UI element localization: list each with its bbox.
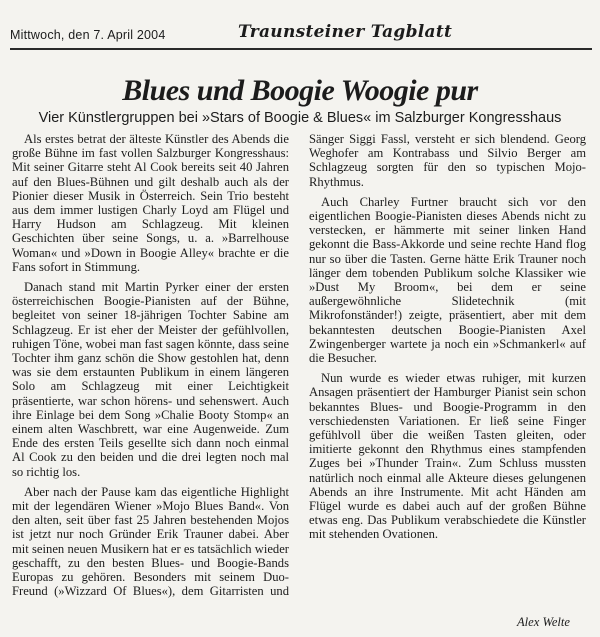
masthead	[10, 8, 592, 50]
subheadline: Vier Künstlergruppen bei »Stars of Boogie & Blues« im Salzburger Kongresshaus	[38, 110, 562, 126]
article-paragraph: Nun wurde es wieder etwas ruhiger, mit kurzen Ansagen präsentiert der Hamburger Pianist sein schon bekanntes Blues- und Boogie-Programm in den verschiedensten Variationen. Er ließ seine Finger gefühlvoll über die weißen Tasten gleiten, oder imitierte gekonnt den Rhythmus eines stampfenden Zuges bei »Thunder Train«. Zum Schluss mussten natürlich noch einmal alle Akteure dieses gelungenen Abends an ihre Instrumente. Mit acht Händen am Flügel wurde es dabei auch auf der großen Bühne etwas eng. Das Publikum verabschiedete die Künstler mit stehenden Ovationen.	[309, 371, 586, 542]
article-paragraph: Als erstes betrat der älteste Künstler des Abends die große Bühne im fast vollen Salzburger Kongresshaus: Mit seiner Gitarre steht Al Cook bereits seit 40 Jahren auf den Blues-Bühnen und gilt deshalb auch als der Pionier dieser Musik in Österreich. Sein Trio besteht aus dem immer lustigen Charly Loyd am Flügel und Harry Hudson am Schlagzeug. Mit kleinen Geschichten über seine Songs, u. a. »Barrelhouse Woman« und »Down in Boogie Alley« brachte er die Fans sofort in Stimmung.	[12, 132, 289, 274]
dateline: Mittwoch, den 7. April 2004	[10, 28, 166, 42]
article-paragraph: Auch Charley Furtner braucht sich vor den eigentlichen Boogie-Pianisten dieses Abends nicht zu verstecken, er hämmerte mit seiner linken Hand gekonnt die Bass-Akkorde und seine rechte Hand flog nur so über die Tasten. Gerne hätte Erik Trauner noch länger dem tobenden Publikum solche Klassiker wie »Dust My Broom«, bei dem er seine außergewöhnliche Slidetechnik (mit Mikrofonständer!) zeigte, präsentiert, aber mit dem bekanntesten deutschen Boogie-Pianisten Axel Zwingenberger wartete ja noch ein »Schmankerl« auf die Besucher.	[309, 194, 586, 366]
headline: Blues und Boogie Woogie pur	[122, 74, 478, 107]
article-paragraph: Aber nach der Pause kam das eigentliche Highlight mit der legendären Wiener »Mojo Blues Band«. Von den alten, seit über fast 25 Jahren bestehenden Mojos ist jetzt nur noch Gründer Erik Trauner dabei. Aber mit seinen neuen Musikern hat er es tatsächlich wieder geschafft, zu den besten Blues- und Boogie-Bands Europas zu gehören. Besonders mit seinem Duo-Freund (»Wizzard Of Blues«), dem Gitarristen und Sänger Siggi Fassl, versteht er sich blendend. Georg Weghofer am Kontrabass und Silvio Berger am Schlagzeug sorgten für den so typischen Mojo-Rhythmus.	[12, 132, 586, 599]
newspaper-name: Traunsteiner Tagblatt	[238, 22, 453, 42]
article-body	[12, 132, 586, 612]
article-paragraph: Danach stand mit Martin Pyrker einer der ersten österreichischen Boogie-Pianisten auf der Bühne, begleitet von seiner 18-jährigen Tochter Sabine am Schlagzeug. Er ist eher der Meister der gefühlvollen, ruhigen Töne, wobei man fast sagen könnte, dass seine Tochter ihm ganz schön die Show gestohlen hat, denn was sie dem erstaunten Publikum in einem längeren Solo am Schlagzeug mit einer Leichtigkeit präsentierte, war schon hörens- und sehenswert. Auch ihre Einlage bei dem Song »Chalie Booty Stomp« an einem alten Waschbrett, war eine Augenweide. Zum Ende des ersten Teils gesellte sich dann noch einmal Al Cook zu den beiden und die drei legten noch mal so richtig los.	[12, 280, 289, 479]
author-byline: Alex Welte	[516, 615, 570, 629]
